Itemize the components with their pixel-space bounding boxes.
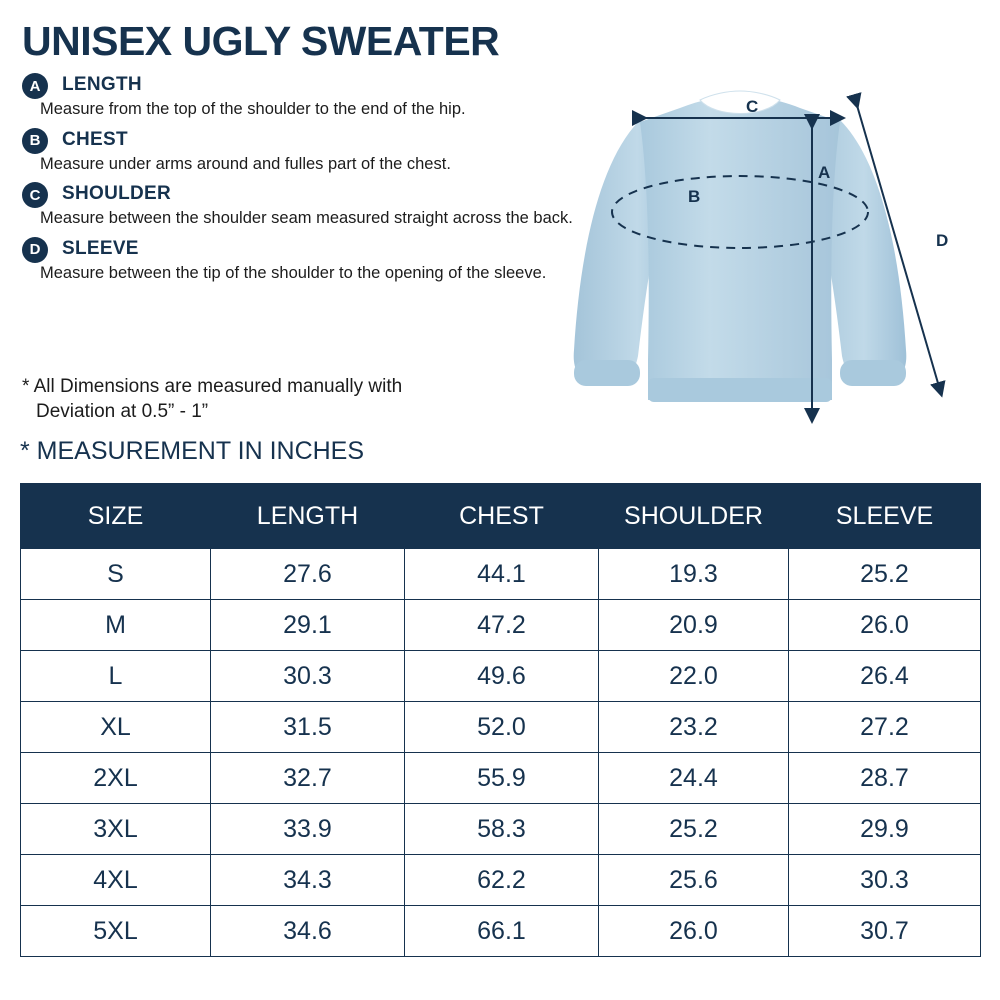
legend-title-sleeve: SLEEVE: [62, 237, 139, 259]
cell-chest: 52.0: [405, 702, 599, 753]
sweater-body: [640, 96, 840, 400]
cell-length: 34.3: [211, 855, 405, 906]
legend-badge-b: B: [22, 128, 48, 154]
table-row: [21, 753, 981, 804]
cell-size: 4XL: [21, 855, 211, 906]
cell-shoulder: 25.2: [599, 804, 789, 855]
legend-desc-sleeve: Measure between the tip of the shoulder to the opening of the sleeve.: [40, 263, 547, 282]
cell-length: 31.5: [211, 702, 405, 753]
sweater-right-cuff: [840, 360, 906, 386]
cell-length: 32.7: [211, 753, 405, 804]
cell-size: 2XL: [21, 753, 211, 804]
legend-title-length: LENGTH: [62, 74, 142, 95]
length-arrow-label: A: [818, 163, 831, 182]
legend-item-chest: [22, 127, 582, 175]
cell-size: M: [21, 600, 211, 651]
cell-size: L: [21, 651, 211, 702]
cell-chest: 66.1: [405, 906, 599, 957]
cell-shoulder: 26.0: [599, 906, 789, 957]
cell-sleeve: 28.7: [789, 753, 981, 804]
cell-shoulder: 25.6: [599, 855, 789, 906]
table-row: [21, 804, 981, 855]
cell-sleeve: 26.4: [789, 651, 981, 702]
cell-sleeve: 30.7: [789, 906, 981, 957]
cell-length: 30.3: [211, 651, 405, 702]
deviation-note-line1: * All Dimensions are measured manually with: [22, 376, 403, 397]
size-table: [20, 483, 981, 957]
cell-chest: 47.2: [405, 600, 599, 651]
legend-badge-d: D: [22, 237, 48, 263]
cell-chest: 62.2: [405, 855, 599, 906]
table-row: [21, 600, 981, 651]
chest-arrow-label: B: [688, 187, 701, 206]
cell-length: 29.1: [211, 600, 405, 651]
cell-shoulder: 19.3: [599, 549, 789, 600]
col-header-size: SIZE: [21, 484, 211, 549]
legend-badge-c: C: [22, 182, 48, 208]
cell-size: 3XL: [21, 804, 211, 855]
page-title: UNISEX UGLY SWEATER: [22, 18, 500, 64]
legend-desc-length: Measure from the top of the shoulder to the end of the hip.: [40, 100, 466, 118]
sweater-hem: [648, 378, 832, 402]
cell-sleeve: 29.9: [789, 804, 981, 855]
col-header-chest: CHEST: [405, 484, 599, 549]
cell-size: XL: [21, 702, 211, 753]
legend-desc-shoulder: Measure between the shoulder seam measured straight across the back.: [40, 209, 573, 228]
cell-sleeve: 25.2: [789, 549, 981, 600]
legend-list: [22, 72, 582, 291]
col-header-length: LENGTH: [211, 484, 405, 549]
legend-item-length: [22, 72, 582, 120]
cell-chest: 55.9: [405, 753, 599, 804]
table-row: [21, 549, 981, 600]
legend-item-shoulder: [22, 181, 582, 229]
measurement-unit-heading: * MEASUREMENT IN INCHES: [20, 437, 365, 465]
sweater-left-cuff: [574, 360, 640, 386]
table-row: [21, 702, 981, 753]
legend-desc-chest: Measure under arms around and fulles part of the chest.: [40, 154, 451, 173]
legend-title-chest: CHEST: [62, 128, 128, 150]
table-row: [21, 855, 981, 906]
sweater-diagram: [540, 60, 990, 450]
col-header-sleeve: SLEEVE: [789, 484, 981, 549]
cell-sleeve: 26.0: [789, 600, 981, 651]
cell-shoulder: 24.4: [599, 753, 789, 804]
cell-length: 34.6: [211, 906, 405, 957]
cell-length: 33.9: [211, 804, 405, 855]
cell-shoulder: 22.0: [599, 651, 789, 702]
cell-size: 5XL: [21, 906, 211, 957]
cell-length: 27.6: [211, 549, 405, 600]
legend-badge-a: A: [22, 73, 48, 99]
cell-shoulder: 20.9: [599, 600, 789, 651]
deviation-note-line2: Deviation at 0.5” - 1”: [36, 400, 209, 422]
cell-sleeve: 27.2: [789, 702, 981, 753]
legend-title-shoulder: SHOULDER: [62, 183, 172, 205]
table-row: [21, 906, 981, 957]
table-row: [21, 651, 981, 702]
table-header-row: [21, 484, 981, 549]
cell-shoulder: 23.2: [599, 702, 789, 753]
cell-size: S: [21, 549, 211, 600]
legend-item-sleeve: [22, 236, 582, 284]
col-header-shoulder: SHOULDER: [599, 484, 789, 549]
deviation-note: [22, 375, 402, 424]
cell-chest: 58.3: [405, 804, 599, 855]
cell-chest: 49.6: [405, 651, 599, 702]
cell-chest: 44.1: [405, 549, 599, 600]
shoulder-arrow-label: C: [746, 97, 759, 116]
sleeve-arrow-label: D: [936, 231, 949, 250]
cell-sleeve: 30.3: [789, 855, 981, 906]
